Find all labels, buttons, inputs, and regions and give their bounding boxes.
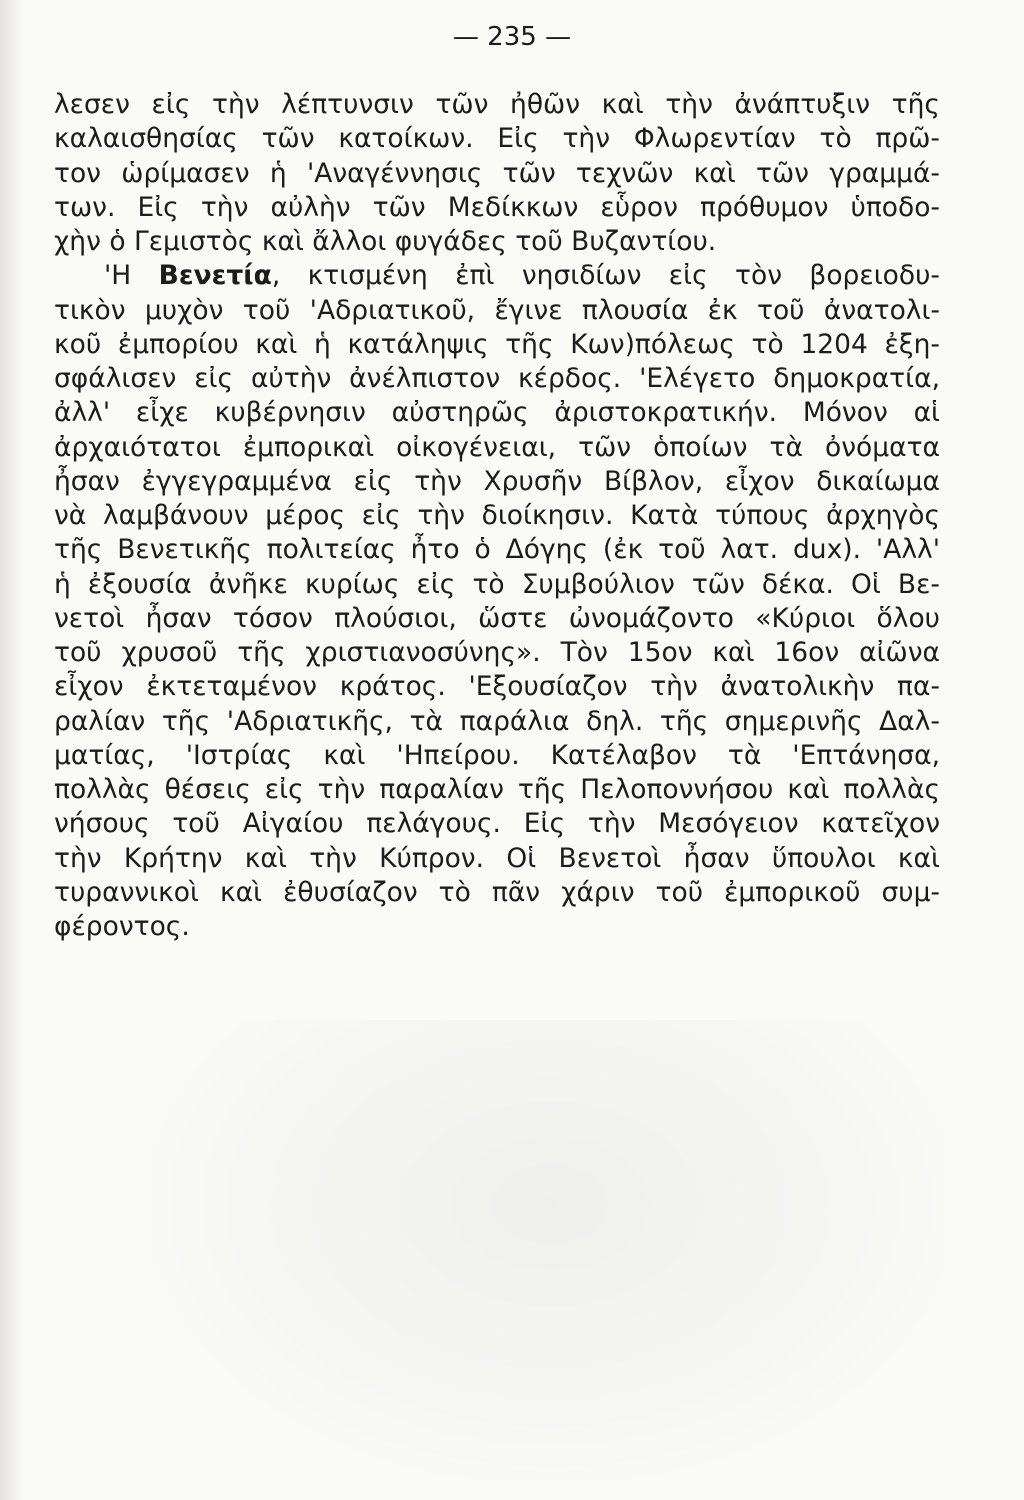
- text-line: νήσους τοῦ Αἰγαίου πελάγους. Εἰς τὴν Μεσόγειον κατεῖχον: [54, 808, 940, 840]
- text-line: τοῦ χρυσοῦ τῆς χριστιανοσύνης». Τὸν 15ον καὶ 16ον αἰῶνα: [54, 637, 940, 668]
- text-line: κοῦ ἐμπορίου καὶ ἡ κατάληψις τῆς Κων)πόλεως τὸ 1204 ἐξη-: [54, 328, 940, 360]
- text-line: σφάλισεν εἰς αὐτὴν ἀνέλπιστον κέρδος. 'Ελέγετο δημοκρατία,: [54, 363, 940, 394]
- paragraph-start-line: [54, 259, 940, 293]
- body-text: [54, 88, 940, 944]
- text-line: ἀρχαιότατοι ἐμπορικαὶ οἰκογένειαι, τῶν ὁποίων τὰ ὀνόματα: [54, 431, 940, 463]
- text-line: τον ὡρίμασεν ἡ 'Αναγέννησις τῶν τεχνῶν καὶ τῶν γραμμά-: [54, 157, 940, 189]
- text-line: ἡ ἐξουσία ἀνῆκε κυρίως εἰς τὸ Συμβούλιον τῶν δέκα. Οἱ Βε-: [54, 568, 940, 600]
- text-line: τὴν Κρήτην καὶ τὴν Κύπρον. Οἱ Βενετοὶ ἦσαν ὕπουλοι καὶ: [54, 842, 940, 874]
- page-number: — 235 —: [452, 22, 572, 52]
- text-line: τικὸν μυχὸν τοῦ 'Αδριατικοῦ, ἔγινε πλουσία ἐκ τοῦ ἀνατολι-: [54, 294, 940, 326]
- text-line: τυραννικοὶ καὶ ἐθυσίαζον τὸ πᾶν χάριν τοῦ ἐμπορικοῦ συμ-: [54, 876, 940, 908]
- text-line: καλαισθησίας τῶν κατοίκων. Εἰς τὴν Φλωρεντίαν τὸ πρῶ-: [54, 123, 940, 155]
- text-line: λεσεν εἰς τὴν λέπτυνσιν τῶν ἠθῶν καὶ τὴν ἀνάπτυξιν τῆς: [54, 89, 940, 120]
- text-line: ἦσαν ἐγγεγραμμένα εἰς τὴν Χρυσῆν Βίβλον, εἶχον δικαίωμα: [54, 465, 940, 497]
- bold-term-venice: Βενετία: [158, 260, 272, 292]
- article-prefix: 'Η: [104, 260, 132, 292]
- text-line: ματίας, 'Ιστρίας καὶ 'Ηπείρου. Κατέλαβον τὰ 'Επτάνησα,: [54, 739, 940, 771]
- text-line: φέροντος.: [54, 911, 190, 942]
- page-edge-shadow: [0, 0, 22, 1500]
- text-line: των. Εἰς τὴν αὐλὴν τῶν Μεδίκκων εὗρον πρόθυμον ὑποδο-: [54, 191, 940, 223]
- text-line: πολλὰς θέσεις εἰς τὴν παραλίαν τῆς Πελοποννήσου καὶ πολλὰς: [54, 774, 940, 805]
- text-line: χὴν ὁ Γεμιστὸς καὶ ἄλλοι φυγάδες τοῦ Βυζαντίου.: [54, 226, 717, 257]
- text-line: ραλίαν τῆς 'Αδριατικῆς, τὰ παράλια δηλ. τῆς σημερινῆς Δαλ-: [54, 705, 940, 737]
- paragraph-start-rest: , κτισμένη ἐπὶ νησιδίων εἰς τὸν βορειοδυ-: [271, 260, 940, 292]
- text-line: νετοὶ ἦσαν τόσον πλούσιοι, ὥστε ὠνομάζοντο «Κύριοι ὅλου: [54, 602, 940, 634]
- text-line: εἶχον ἐκτεταμένον κράτος. 'Εξουσίαζον τὴν ἀνατολικὴν πα-: [54, 671, 940, 703]
- text-line: νὰ λαμβάνουν μέρος εἰς τὴν διοίκησιν. Κατὰ τύπους ἀρχηγὸς: [54, 500, 940, 531]
- text-line: ἀλλ' εἶχε κυβέρνησιν αὐστηρῶς ἀριστοκρατικήν. Μόνον αἱ: [54, 397, 940, 429]
- text-line: τῆς Βενετικῆς πολιτείας ἦτο ὁ Δόγης (ἐκ τοῦ λατ. dux). 'Αλλ': [54, 534, 940, 566]
- show-through-shadow: [150, 1020, 950, 1480]
